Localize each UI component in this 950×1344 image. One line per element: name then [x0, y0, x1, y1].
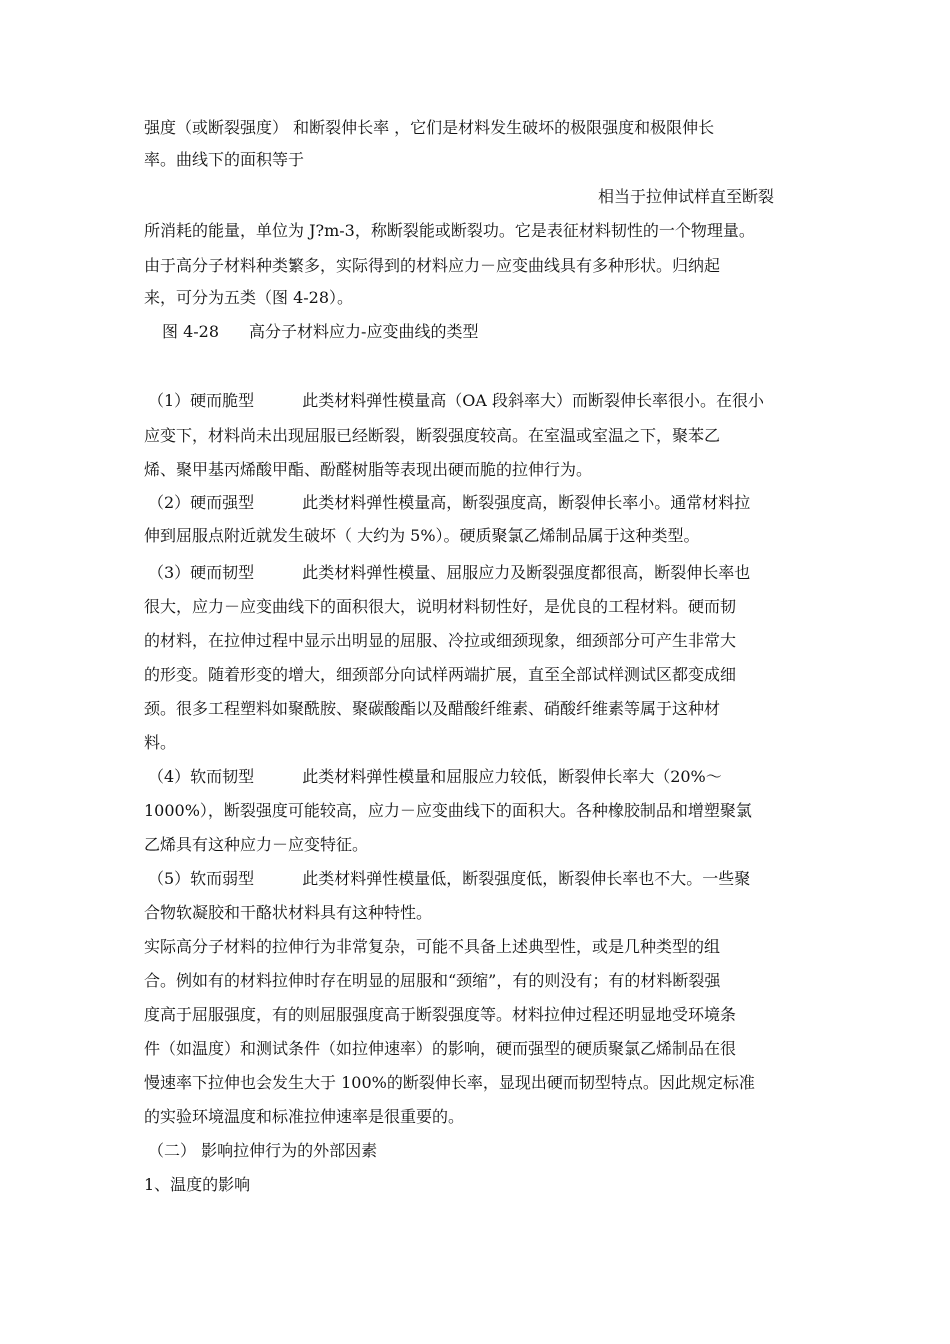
summary-line-4: 件（如温度）和测试条件（如拉伸速率）的影响，硬而强型的硬质聚氯乙烯制品在很 [144, 1039, 737, 1058]
type-2-line-2: 伸到屈服点附近就发生破坏（ 大约为 5%）。硬质聚氯乙烯制品属于这种类型。 [144, 526, 700, 545]
type-1-label: （1）硬而脆型 [148, 391, 255, 410]
type-5-line-2: 合物软凝胶和干酪状材料具有这种特性。 [144, 903, 433, 922]
type-3-line-2: 很大，应力－应变曲线下的面积很大，说明材料韧性好，是优良的工程材料。硬而韧 [144, 597, 737, 616]
figure-caption [162, 322, 478, 342]
intro-line-5: 由于高分子材料种类繁多，实际得到的材料应力－应变曲线具有多种形状。归纳起 [144, 256, 721, 275]
type-4-line-1: （4）软而韧型 此类材料弹性模量和屈服应力较低，断裂伸长率大（20%～ [148, 767, 722, 786]
type-4-line-2: 1000%），断裂强度可能较高，应力－应变曲线下的面积大。各种橡胶制品和增塑聚氯 [144, 801, 752, 820]
type-2-line-1: （2）硬而强型 此类材料弹性模量高，断裂强度高，断裂伸长率小。通常材料拉 [148, 493, 751, 512]
type-1-line-1: （1）硬而脆型 此类材料弹性模量高（OA 段斜率大）而断裂伸长率很小。在很小 [148, 391, 764, 410]
summary-line-1: 实际高分子材料的拉伸行为非常复杂，可能不具备上述典型性，或是几种类型的组 [144, 937, 721, 956]
type-3-line-6: 料。 [144, 733, 177, 752]
summary-line-2: 合。例如有的材料拉伸时存在明显的屈服和“颈缩”，有的则没有；有的材料断裂强 [144, 971, 721, 990]
intro-line-2: 率。曲线下的面积等于 [144, 150, 305, 169]
type-5-label: （5）软而弱型 [148, 869, 255, 888]
summary-line-5: 慢速率下拉伸也会发生大于 100%的断裂伸长率，显现出硬而韧型特点。因此规定标准 [144, 1073, 755, 1092]
subsection-heading: 1、温度的影响 [144, 1175, 251, 1194]
type-2-label: （2）硬而强型 [148, 493, 255, 512]
type-3-line-3: 的材料，在拉伸过程中显示出明显的屈服、冷拉或细颈现象，细颈部分可产生非常大 [144, 631, 737, 650]
section-heading: （二） 影响拉伸行为的外部因素 [148, 1141, 378, 1160]
intro-line-4: 所消耗的能量，单位为 J?m-3，称断裂能或断裂功。它是表征材料韧性的一个物理量。 [144, 221, 755, 240]
type-1-line-3: 烯、聚甲基丙烯酸甲酯、酚醛树脂等表现出硬而脆的拉伸行为。 [144, 460, 593, 479]
summary-line-6: 的实验环境温度和标准拉伸速率是很重要的。 [144, 1107, 465, 1126]
intro-line-1: 强度（或断裂强度） 和断裂伸长率 ，它们是材料发生破坏的极限强度和极限伸长 [144, 118, 715, 137]
figure-label: 图 4-28 [162, 322, 220, 341]
intro-line-6: 来，可分为五类（图 4-28）。 [144, 288, 354, 307]
type-3-line-4: 的形变。随着形变的增大，细颈部分向试样两端扩展，直至全部试样测试区都变成细 [144, 665, 737, 684]
type-3-line-5: 颈。很多工程塑料如聚酰胺、聚碳酸酯以及醋酸纤维素、硝酸纤维素等属于这种材 [144, 699, 721, 718]
type-5-line-1: （5）软而弱型 此类材料弹性模量低，断裂强度低，断裂伸长率也不大。一些聚 [148, 869, 751, 888]
type-4-label: （4）软而韧型 [148, 767, 255, 786]
intro-line-3: 相当于拉伸试样直至断裂 [598, 187, 775, 206]
type-4-line-3: 乙烯具有这种应力－应变特征。 [144, 835, 369, 854]
type-3-line-1: （3）硬而韧型 此类材料弹性模量、屈服应力及断裂强度都很高，断裂伸长率也 [148, 563, 751, 582]
type-1-line-2: 应变下，材料尚未出现屈服已经断裂，断裂强度较高。在室温或室温之下，聚苯乙 [144, 426, 721, 445]
figure-title: 高分子材料应力-应变曲线的类型 [249, 322, 479, 341]
type-3-label: （3）硬而韧型 [148, 563, 255, 582]
summary-line-3: 度高于屈服强度，有的则屈服强度高于断裂强度等。材料拉伸过程还明显地受环境条 [144, 1005, 737, 1024]
